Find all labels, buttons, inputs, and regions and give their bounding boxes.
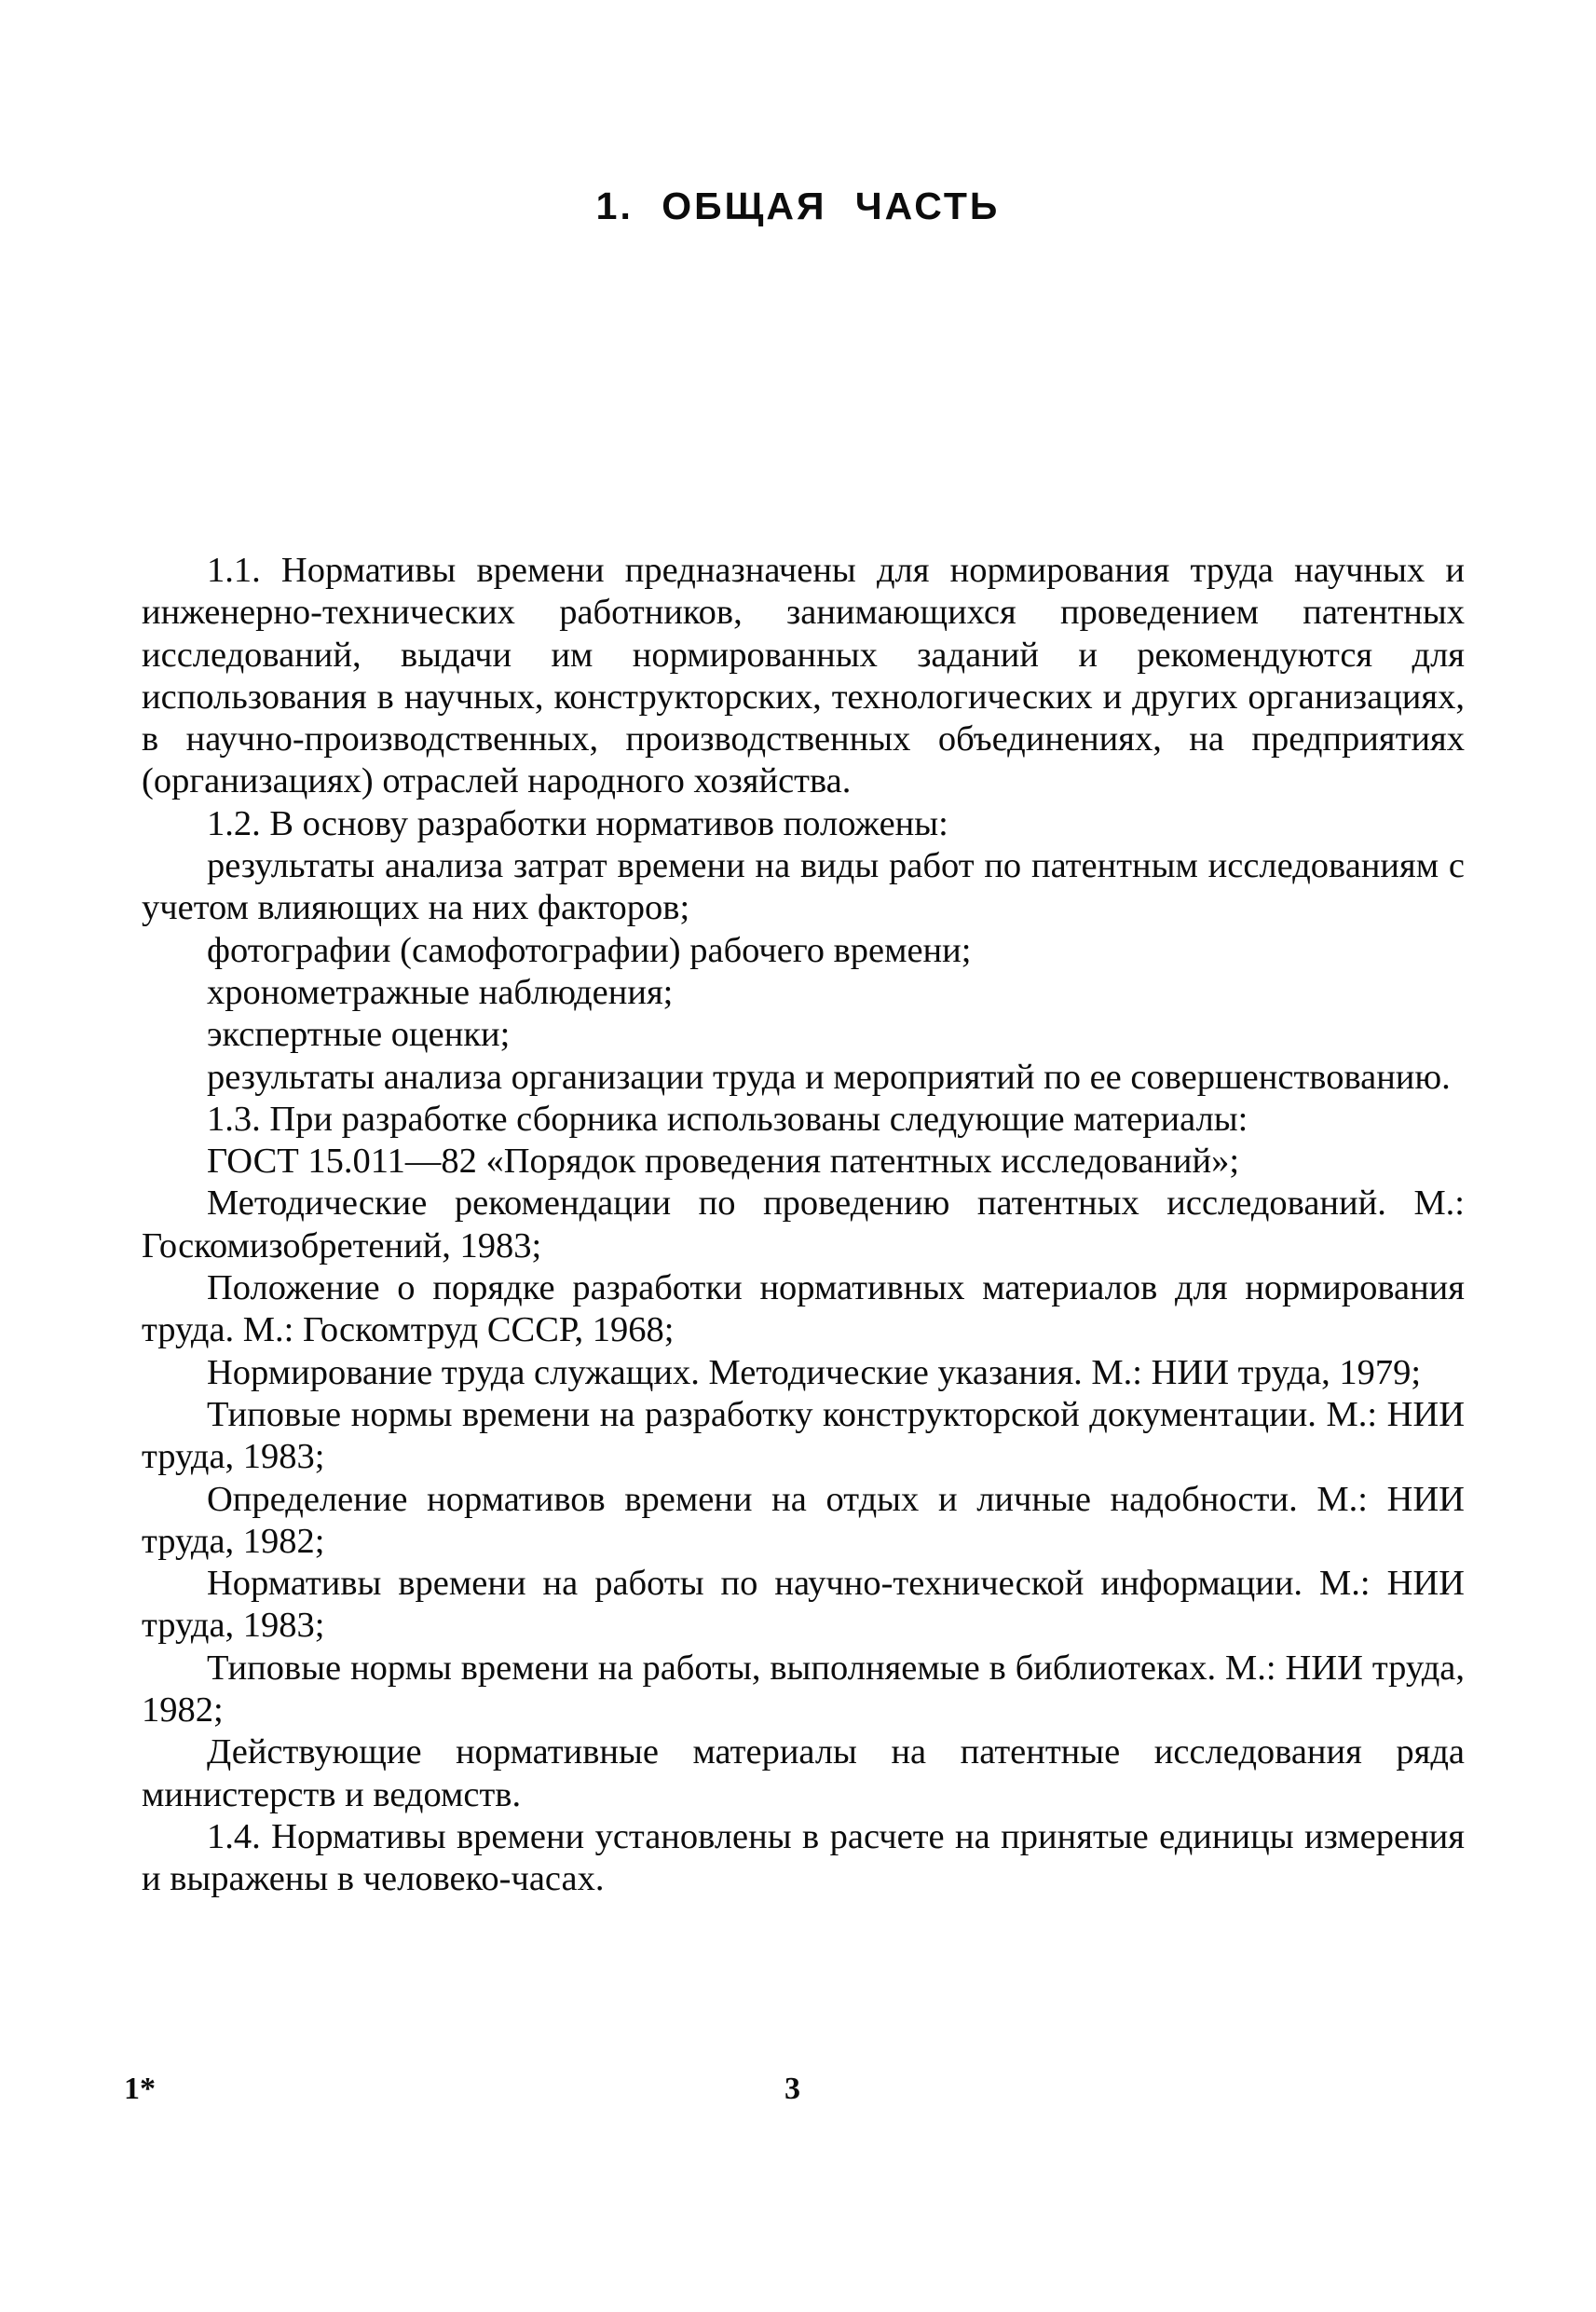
reference-item: Нормирование труда служащих. Методические указания. М.: НИИ труда, 1979; xyxy=(207,1352,1422,1392)
paragraph-1-1: 1.1. Нормативы времени предназначены для нормирования труда научных и инженерно-технических работников, занимающихся проведением патентных исследований, выдачи им нормированных заданий и рекомендуются для использования в научных, конструкторских, технологических и других организациях, в научно-производственных, производственных объединениях, на предприятиях (организациях) отраслей народного хозяйства. xyxy=(142,551,1465,801)
reference-item: Действующие нормативные материалы на патентные исследования ряда министерств и ведомств. xyxy=(142,1732,1465,1814)
list-item: хронометражные наблюдения; xyxy=(207,972,674,1012)
reference-item: Положение о порядке разработки нормативных материалов для нормирования труда. М.: Госкомтруд СССР, 1968; xyxy=(142,1268,1465,1350)
signature-mark: 1* xyxy=(124,2072,156,2106)
reference-item: Определение нормативов времени на отдых и личные надобности. М.: НИИ труда, 1982; xyxy=(142,1479,1465,1561)
paragraph-1-4: 1.4. Нормативы времени установлены в расчете на принятые единицы измерения и выражены в человеко-часах. xyxy=(142,1816,1465,1899)
paragraph-1-3: 1.3. При разработке сборника использованы следующие материалы: xyxy=(207,1099,1248,1139)
reference-item: Методические рекомендации по проведению патентных исследований. М.: Госкомизобретений, 1983; xyxy=(142,1183,1465,1265)
page-number: 3 xyxy=(784,2072,800,2106)
list-item: результаты анализа затрат времени на виды работ по патентным исследованиям с учетом влияющих на них факторов; xyxy=(142,846,1465,928)
list-item: фотографии (самофотографии) рабочего времени; xyxy=(207,930,972,970)
reference-item: Типовые нормы времени на работы, выполняемые в библиотеках. М.: НИИ труда, 1982; xyxy=(142,1648,1465,1731)
list-item: экспертные оценки; xyxy=(207,1015,511,1055)
reference-item: ГОСТ 15.011—82 «Порядок проведения патентных исследований»; xyxy=(207,1142,1240,1182)
list-item: результаты анализа организации труда и мероприятий по ее совершенствованию. xyxy=(207,1057,1451,1097)
section-body xyxy=(142,550,1465,1901)
section-heading: 1. ОБЩАЯ ЧАСТЬ xyxy=(595,185,1001,227)
paragraph-1-2: 1.2. В основу разработки нормативов положены: xyxy=(207,803,948,843)
reference-item: Типовые нормы времени на разработку конструкторской документации. М.: НИИ труда, 1983; xyxy=(142,1394,1465,1477)
reference-item: Нормативы времени на работы по научно-технической информации. М.: НИИ труда, 1983; xyxy=(142,1564,1465,1646)
